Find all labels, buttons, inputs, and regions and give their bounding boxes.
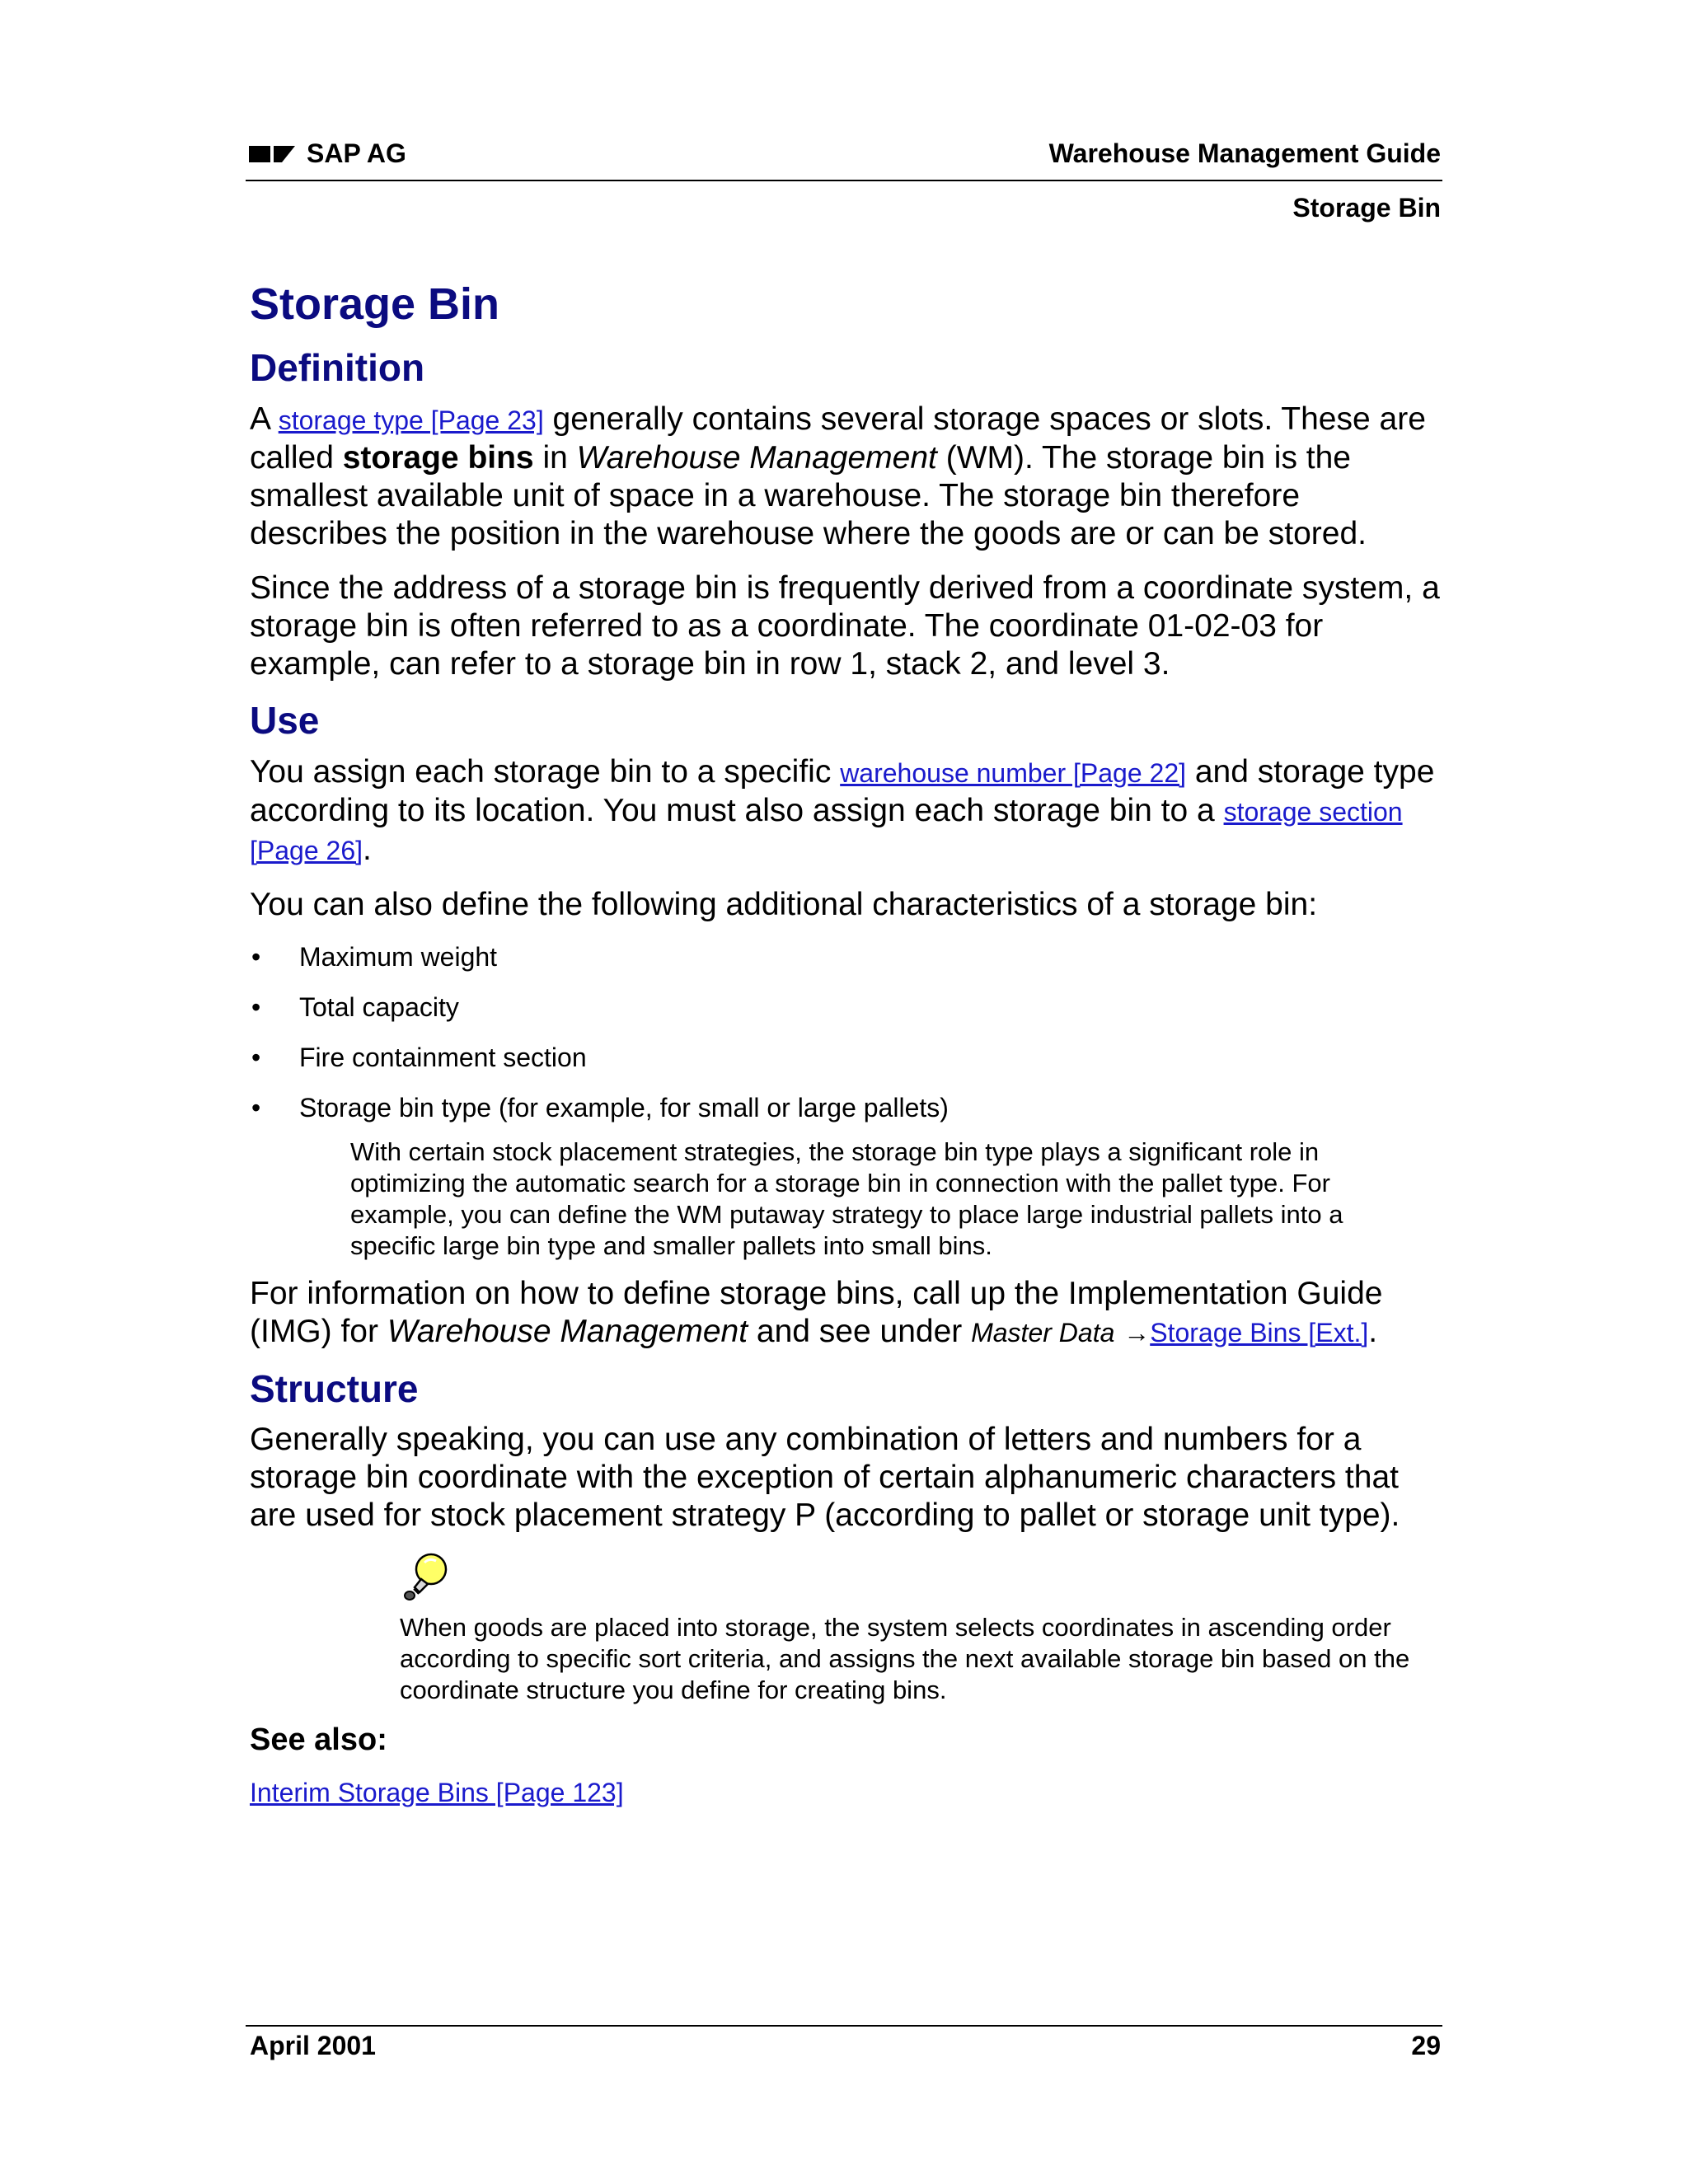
page-number: 29 — [1411, 2031, 1441, 2060]
list-item-text: Total capacity — [299, 991, 459, 1022]
italic-term: Warehouse Management — [387, 1313, 748, 1349]
list-item — [250, 1041, 1445, 1074]
bullet-icon: • — [251, 941, 261, 972]
text-span: and see under — [748, 1313, 972, 1349]
text-span: generally contains several storage spaces or slots. These are called — [250, 401, 1426, 476]
sap-logo-icon — [249, 144, 295, 164]
text-span: in — [533, 439, 577, 476]
arrow-icon: → — [1123, 1317, 1151, 1347]
interim-storage-bins-link[interactable]: Interim Storage Bins [Page 123] — [250, 1778, 624, 1808]
warehouse-number-link[interactable]: warehouse number [Page 22] — [840, 757, 1187, 788]
definition-paragraph-2: Since the address of a storage bin is frequently derived from a coordinate system, a storage bin is often referred to as a coordinate. The coordinate 01-02-03 for example, can refer to a storage bin in row 1, stack 2, and level 3. — [250, 569, 1440, 682]
text-span: A — [250, 401, 279, 437]
structure-paragraph: Generally speaking, you can use any combination of letters and numbers for a storage bin coordinate with the exception of certain alphanumeric characters that are used for stock placement strategy P (according to pallet or storage unit type). — [250, 1422, 1400, 1534]
use-paragraph-2: You can also define the following additional characteristics of a storage bin: — [250, 886, 1318, 922]
list-item-text: Maximum weight — [299, 941, 498, 972]
storage-type-link[interactable]: storage type [Page 23] — [278, 405, 544, 435]
characteristics-list — [250, 940, 1445, 1124]
bin-type-note: With certain stock placement strategies, the storage bin type plays a significant role in optimizing the automatic search for a storage bin in connection with the pallet type. For example, you can define the WM putaway strategy to place large industrial pallets into a specific large bin type and smaller pallets into small bins. — [350, 1137, 1343, 1260]
text-span: and storage type according to its location. You must also assign each storage bin to a — [250, 753, 1435, 828]
bold-term: storage bins — [342, 439, 534, 476]
storage-section-link[interactable]: storage section [Page 26] — [250, 796, 1403, 865]
tip-block — [400, 1551, 1438, 1706]
page-title: Storage Bin — [250, 279, 500, 329]
company-name: SAP AG — [307, 138, 406, 168]
text-span: (WM). The storage bin is the smallest available unit of space in a warehouse. The storage bin therefore describes the position in the warehouse where the goods are or can be stored. — [250, 439, 1367, 551]
footer-date: April 2001 — [250, 2031, 376, 2060]
list-item — [250, 991, 1445, 1024]
use-paragraph-3 — [250, 1275, 1445, 1352]
bullet-icon: • — [251, 1092, 261, 1122]
text-span: . — [363, 831, 372, 867]
header-divider — [246, 180, 1442, 181]
list-item — [250, 1091, 1445, 1124]
section-title: Storage Bin — [1292, 193, 1441, 223]
bullet-icon: • — [251, 991, 261, 1022]
header-company — [249, 138, 406, 169]
lightbulb-icon — [400, 1551, 451, 1604]
italic-term: Warehouse Management — [576, 439, 937, 476]
definition-heading: Definition — [250, 346, 425, 390]
structure-heading: Structure — [250, 1366, 419, 1410]
text-span: For information on how to define storage bins, call up the Implementation Guide (IMG) for — [250, 1275, 1383, 1349]
use-heading: Use — [250, 698, 320, 742]
menu-path: Master Data — [971, 1317, 1115, 1347]
list-item — [250, 940, 1445, 973]
storage-bins-link[interactable]: Storage Bins [Ext.] — [1150, 1317, 1369, 1347]
tip-text: When goods are placed into storage, the system selects coordinates in ascending order according to specific sort criteria, and assigns the next available storage bin based on the coordinate structure you define for creating bins. — [400, 1613, 1410, 1705]
see-also-label: See also: — [250, 1722, 387, 1758]
guide-title: Warehouse Management Guide — [1048, 138, 1441, 168]
list-item-text: Storage bin type (for example, for small or large pallets) — [299, 1092, 949, 1122]
main-content — [250, 280, 1445, 1808]
text-span: . — [1368, 1313, 1378, 1349]
footer-divider — [246, 2025, 1442, 2027]
use-paragraph-1 — [250, 753, 1445, 869]
text-span: You assign each storage bin to a specific — [250, 753, 841, 790]
list-item-text: Fire containment section — [299, 1042, 587, 1072]
definition-paragraph-1 — [250, 401, 1445, 553]
bullet-icon: • — [251, 1042, 261, 1072]
